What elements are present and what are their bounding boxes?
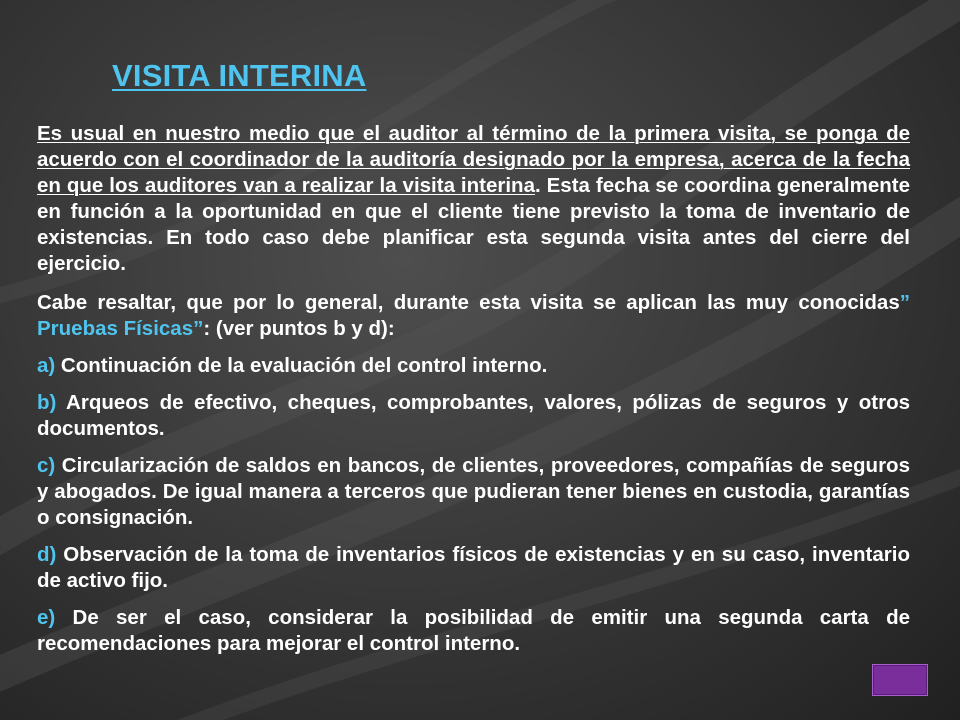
pruebas-before-text: Cabe resaltar, que por lo general, durante esta visita se aplican las muy conocidas [37,291,900,314]
intro-rest-text: . Esta fecha se coordina generalmente en función a la oportunidad en que el cliente tiene previsto la toma de inventario de existencias. En todo caso debe planificar esta segunda visita antes del cierre del ejercicio. [37,174,910,275]
paragraph-pruebas [37,290,910,342]
pruebas-after-text: : (ver puntos b y d): [203,317,395,340]
list-item-c [37,453,910,531]
next-slide-button[interactable] [872,664,928,696]
slide-body [37,121,910,668]
list-item-b [37,390,910,442]
intro-underlined-text: Es usual en nuestro medio que el auditor al término de la primera visita, se ponga de acuerdo con el coordinador de la auditoría designado por la empresa, acerca de la fecha en que los auditores van a realizar la visita interina [37,122,910,197]
slide-title: VISITA INTERINA [112,58,367,93]
list-marker: e) [37,606,56,629]
list-item-e [37,605,910,657]
list-item-text: Arqueos de efectivo, cheques, comprobantes, valores, pólizas de seguros y otros documentos. [37,391,910,440]
list-item-text: Circularización de saldos en bancos, de clientes, proveedores, compañías de seguros y abogados. De igual manera a terceros que pudieran tener bienes en custodia, garantías o consignación. [37,454,910,529]
list-item-text: Observación de la toma de inventarios físicos de existencias y en su caso, inventario de activo fijo. [37,543,910,592]
list-item-text: De ser el caso, considerar la posibilidad de emitir una segunda carta de recomendaciones para mejorar el control interno. [37,606,910,655]
list-marker: c) [37,454,56,477]
list-item-a [37,353,910,379]
list-marker: d) [37,543,57,566]
list-item-d [37,542,910,594]
list-item-text: Continuación de la evaluación del control interno. [55,354,548,377]
pruebas-fisicas-highlight: ” Pruebas Físicas” [37,291,910,340]
list-marker: a) [37,354,56,377]
list-marker: b) [37,391,57,414]
paragraph-intro [37,121,910,277]
